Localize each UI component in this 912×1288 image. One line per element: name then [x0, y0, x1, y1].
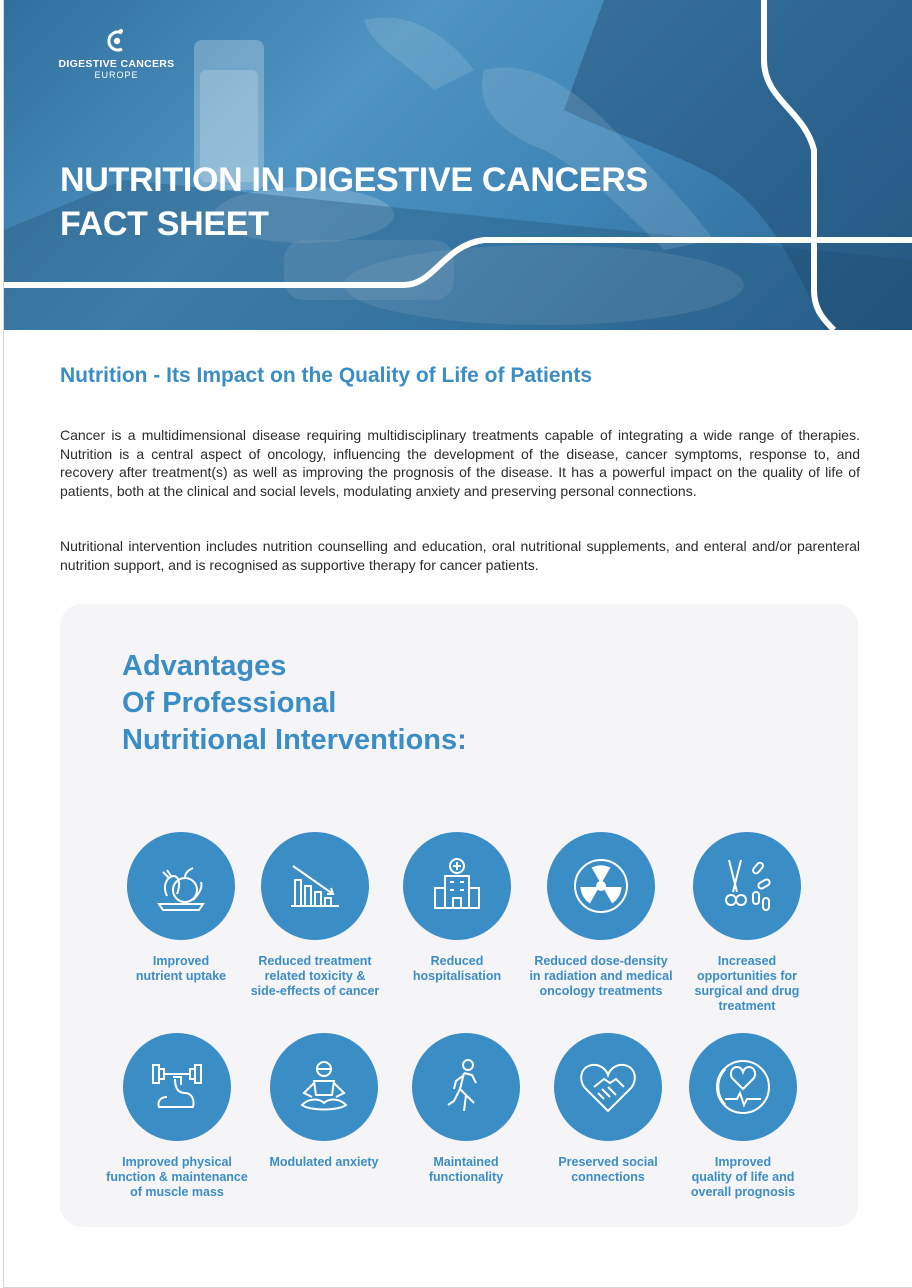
radiation-icon: [569, 854, 633, 918]
heart-handshake-icon: [576, 1055, 640, 1119]
intervention-paragraph: Nutritional intervention includes nutrition counselling and education, oral nutritional supplements, and enteral and/or parenteral nutrition support, and is recognised as supportive therapy for cancer patients.: [60, 538, 860, 573]
advantage-label: Maintained functionality: [428, 1155, 504, 1184]
advantage-item-functionality: [391, 1033, 541, 1185]
advantage-circle: [127, 832, 235, 940]
advantage-circle: [689, 1033, 797, 1141]
advantages-title: [122, 648, 467, 759]
advantage-circle: [123, 1033, 231, 1141]
page-title: [60, 158, 648, 246]
advantage-label: Improved physical function & maintenance of muscle mass: [106, 1155, 248, 1199]
advantage-label: Reduced dose-density in radiation and medical oncology treatments: [529, 954, 673, 998]
advantage-circle: [261, 832, 369, 940]
advantages-title-line3: Nutritional Interventions:: [122, 724, 467, 756]
brand-logo-icon: [105, 28, 129, 54]
brand-subtitle: EUROPE: [94, 70, 139, 80]
advantage-circle: [554, 1033, 662, 1141]
advantage-item-physical-function: [102, 1033, 252, 1200]
advantage-label: Modulated anxiety: [269, 1155, 379, 1169]
hospital-icon: [425, 854, 489, 918]
fact-sheet-page: [3, 0, 912, 1288]
hero-banner: [4, 0, 912, 330]
advantage-item-reduced-toxicity: [240, 832, 390, 999]
advantage-item-dose-density: [526, 832, 676, 999]
advantage-label: Increased opportunities for surgical and drug treatment: [694, 954, 800, 1013]
meditation-icon: [292, 1055, 356, 1119]
page-title-line2: FACT SHEET: [60, 205, 269, 243]
advantage-item-surgical-opportunities: [672, 832, 822, 1014]
advantages-title-line1: Advantages: [122, 650, 287, 682]
advantage-item-quality-of-life: [668, 1033, 818, 1200]
dumbbell-arm-icon: [145, 1055, 209, 1119]
walking-person-icon: [434, 1055, 498, 1119]
advantages-title-line2: Of Professional: [122, 687, 337, 719]
advantage-circle: [270, 1033, 378, 1141]
advantage-label: Reduced hospitalisation: [412, 954, 502, 983]
brand-name: DIGESTIVE CANCERS: [58, 58, 175, 70]
advantage-item-social-connections: [533, 1033, 683, 1185]
brand-logo[interactable]: [54, 28, 179, 80]
page-title-line1: NUTRITION IN DIGESTIVE CANCERS: [60, 161, 648, 199]
advantage-circle: [547, 832, 655, 940]
intro-paragraph: Cancer is a multidimensional disease requiring multidisciplinary treatments capable of integrating a wide range of therapies. Nutrition is a central aspect of oncology, influencing the development of the disease, cancer symptoms, response to, and recovery after treatment(s) as well as improving the prognosis of the disease. It has a powerful impact on the quality of life of patients, both at the clinical and social levels, modulating anxiety and preserving personal connections.: [60, 427, 860, 499]
fruit-basket-icon: [149, 854, 213, 918]
advantage-circle: [693, 832, 801, 940]
advantage-label: Preserved social connections: [558, 1155, 658, 1184]
advantage-label: Reduced treatment related toxicity & side-effects of cancer: [250, 954, 380, 998]
advantage-item-hospitalisation: [382, 832, 532, 984]
section-heading: Nutrition - Its Impact on the Quality of Life of Patients: [60, 364, 593, 387]
declining-chart-icon: [283, 854, 347, 918]
advantage-circle: [412, 1033, 520, 1141]
advantage-label: Improved quality of life and overall prognosis: [690, 1155, 796, 1199]
advantage-label: Improved nutrient uptake: [135, 954, 227, 983]
heart-rate-icon: [711, 1055, 775, 1119]
advantage-circle: [403, 832, 511, 940]
advantage-item-anxiety: [249, 1033, 399, 1170]
advantages-card: [60, 604, 858, 1227]
surgical-tools-pills-icon: [715, 854, 779, 918]
advantage-item-nutrient-uptake: [106, 832, 256, 984]
